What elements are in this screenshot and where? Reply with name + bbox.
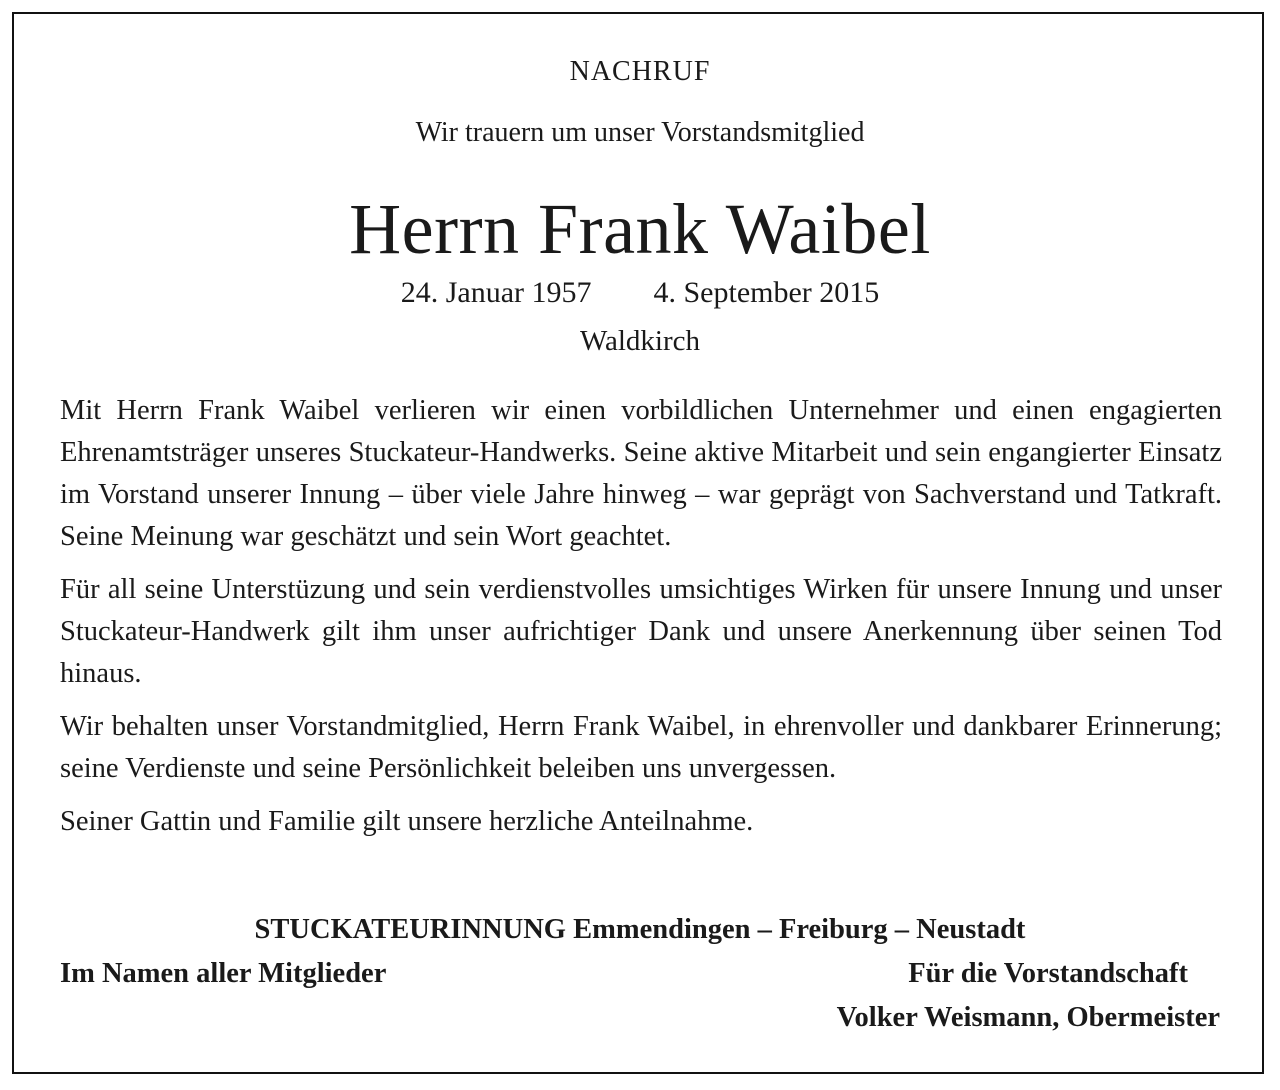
deceased-name: Herrn Frank Waibel — [349, 189, 931, 269]
body-paragraph: Mit Herrn Frank Waibel verlieren wir einen vorbildlichen Unternehmer und einen engagierten Ehrenamtsträger unseres Stuckateur-Handwerks. Seine aktive Mitarbeit und sein engangierter Einsatz im Vorstand unserer Innung – über viele Jahre hinweg – war geprägt von Sachverstand und Tatkraft. Seine Meinung war geschätzt und sein Wort geachtet. — [60, 395, 1222, 552]
signature-right-name: Volker Weismann, Obermeister — [836, 1002, 1220, 1033]
life-dates — [0, 276, 1280, 310]
organization-name: STUCKATEURINNUNG Emmendingen – Freiburg – Neustadt — [254, 914, 1026, 945]
notice-heading: NACHRUF — [569, 56, 711, 87]
body-paragraph: Für all seine Unterstüzung und sein verdienstvolles umsichtiges Wirken für unsere Innung und unser Stuckateur-Handwerk gilt ihm unser aufrichtiger Dank und unsere Anerkennung über seinen Tod hinaus. — [60, 574, 1222, 689]
place-name: Waldkirch — [579, 325, 701, 357]
birth-date: 24. Januar 1957 — [400, 276, 592, 309]
signature-left: Im Namen aller Mitglieder — [60, 958, 387, 989]
signature-right-title: Für die Vorstandschaft — [908, 958, 1188, 989]
notice-body — [60, 390, 1222, 843]
intro-line: Wir trauern um unser Vorstandsmitglied — [415, 117, 865, 148]
body-paragraph: Seiner Gattin und Familie gilt unsere herzliche Anteilnahme. — [60, 806, 754, 837]
death-date: 4. September 2015 — [653, 276, 880, 309]
body-paragraph: Wir behalten unser Vorstandmitglied, Herrn Frank Waibel, in ehrenvoller und dankbarer Erinnerung; seine Verdienste und seine Persönlichkeit beleiben uns unvergessen. — [60, 711, 1222, 784]
